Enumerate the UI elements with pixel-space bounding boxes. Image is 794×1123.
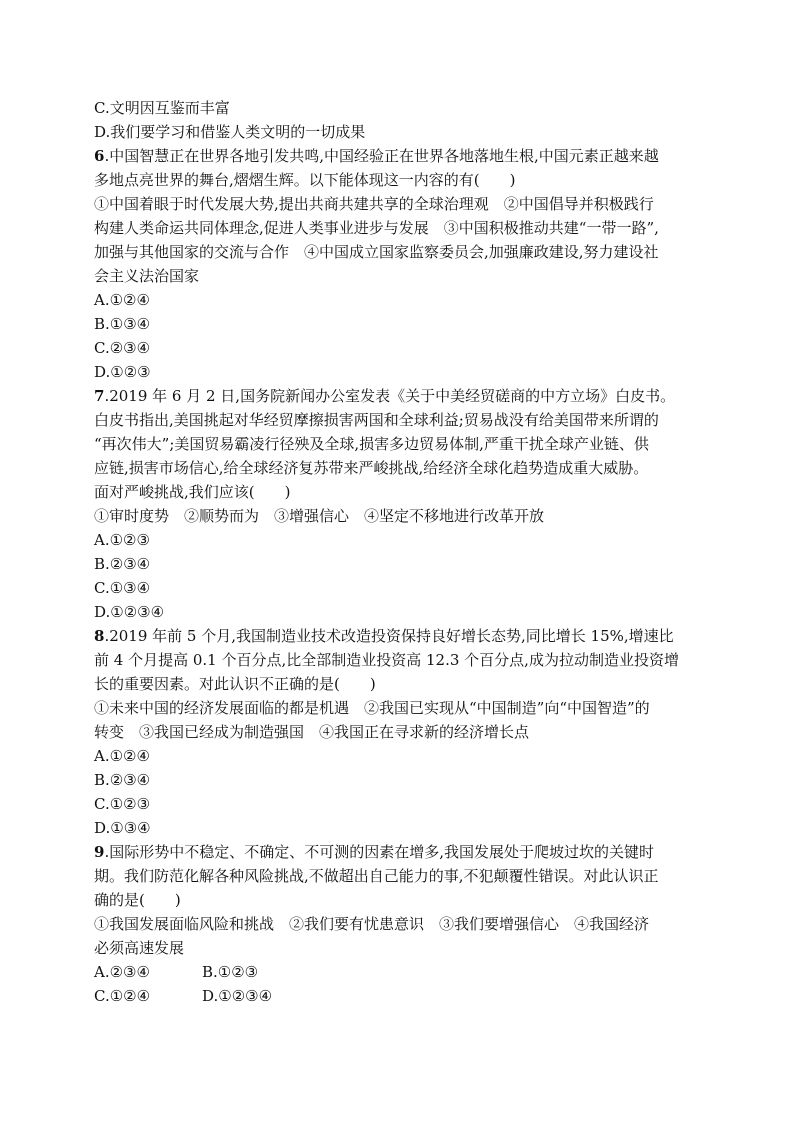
question-9 xyxy=(94,840,706,1008)
question-stem-line: 9.国际形势中不稳定、不确定、不可测的因素在增多,我国发展处于爬坡过坎的关键时 xyxy=(94,843,654,861)
question-stem-line: 8.2019 年前 5 个月,我国制造业技术改造投资保持良好增长态势,同比增长 15%,增速比 xyxy=(94,627,674,645)
option-d: D.①③④ xyxy=(94,819,151,837)
document-page xyxy=(94,96,706,1008)
question-number: 6 xyxy=(94,147,105,165)
question-7 xyxy=(94,384,706,624)
statement-line: ①我国发展面临风险和挑战 ②我们要有忧患意识 ③我们要增强信心 ④我国经济 xyxy=(94,915,650,933)
question-number: 8 xyxy=(94,627,105,645)
option-a: A.①②④ xyxy=(94,747,150,765)
question-stem-line: 确的是( ) xyxy=(94,891,181,909)
option-a: A.②③④ xyxy=(94,963,150,981)
option-row xyxy=(94,984,706,1008)
option-c: C.①②④ xyxy=(94,987,151,1005)
option-a: A.①②④ xyxy=(94,291,150,309)
question-stem-line: 期。我们防范化解各种风险挑战,不做超出自己能力的事,不犯颠覆性错误。对此认识正 xyxy=(94,867,659,885)
question-stem-line: 白皮书指出,美国挑起对华经贸摩擦损害两国和全球利益;贸易战没有给美国带来所谓的 xyxy=(94,411,659,429)
statement-line: ①未来中国的经济发展面临的都是机遇 ②我国已实现从“中国制造”向“中国智造”的 xyxy=(94,699,650,717)
statement-line: 必须高速发展 xyxy=(94,939,185,957)
option-b: B.②③④ xyxy=(94,771,151,789)
question-stem-line: 面对严峻挑战,我们应该( ) xyxy=(94,483,291,501)
question-stem-line: 7.2019 年 6 月 2 日,国务院新闻办公室发表《关于中美经贸磋商的中方立场》白皮书。 xyxy=(94,387,676,405)
option-line: D.我们要学习和借鉴人类文明的一切成果 xyxy=(94,123,366,141)
question-number: 9 xyxy=(94,843,105,861)
question-stem-line: 6.中国智慧正在世界各地引发共鸣,中国经验正在世界各地落地生根,中国元素正越来越 xyxy=(94,147,659,165)
question-stem-line: 前 4 个月提高 0.1 个百分点,比全部制造业投资高 12.3 个百分点,成为拉动制造业投资增 xyxy=(94,651,679,669)
option-c: C.①②③ xyxy=(94,795,151,813)
question-stem-line: 应链,损害市场信心,给全球经济复苏带来严峻挑战,给经济全球化趋势造成重大威胁。 xyxy=(94,459,649,477)
statement-line: 会主义法治国家 xyxy=(94,267,200,285)
option-a: A.①②③ xyxy=(94,531,150,549)
statement-line: 加强与其他国家的交流与合作 ④中国成立国家监察委员会,加强廉政建设,努力建设社 xyxy=(94,243,659,261)
question-stem-line: 长的重要因素。对此认识不正确的是( ) xyxy=(94,675,376,693)
option-b: B.①②③ xyxy=(202,963,259,981)
option-c: C.②③④ xyxy=(94,339,151,357)
option-row xyxy=(94,960,706,984)
question-number: 7 xyxy=(94,387,105,405)
option-line: C.文明因互鉴而丰富 xyxy=(94,99,230,117)
option-b: B.②③④ xyxy=(94,555,151,573)
statement-line: ①审时度势 ②顺势而为 ③增强信心 ④坚定不移地进行改革开放 xyxy=(94,507,545,525)
question-stem-line: “再次伟大”;美国贸易霸凌行径殃及全球,损害多边贸易体制,严重干扰全球产业链、供 xyxy=(94,435,649,453)
option-c: C.①③④ xyxy=(94,579,151,597)
statement-line: ①中国着眼于时代发展大势,提出共商共建共享的全球治理观 ②中国倡导并积极践行 xyxy=(94,195,654,213)
question-8 xyxy=(94,624,706,840)
option-b: B.①③④ xyxy=(94,315,151,333)
question-6 xyxy=(94,144,706,384)
statement-line: 构建人类命运共同体理念,促进人类事业进步与发展 ③中国积极推动共建“一带一路”, xyxy=(94,219,659,237)
option-d: D.①②③④ xyxy=(202,987,273,1005)
option-d: D.①②③ xyxy=(94,363,151,381)
option-d: D.①②③④ xyxy=(94,603,165,621)
statement-line: 转变 ③我国已经成为制造强国 ④我国正在寻求新的经济增长点 xyxy=(94,723,530,741)
question-stem-line: 多地点亮世界的舞台,熠熠生辉。以下能体现这一内容的有( ) xyxy=(94,171,516,189)
